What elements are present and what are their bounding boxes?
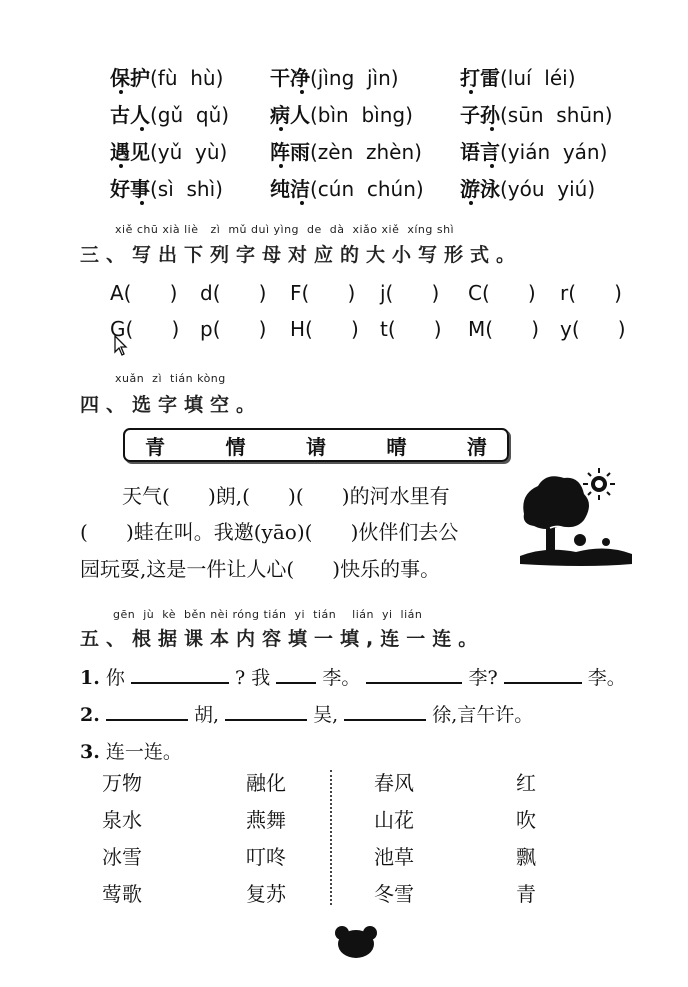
- section4-title: 四、选字填空。: [80, 394, 263, 416]
- polyphone-word: 子孙: [460, 103, 500, 127]
- q2-text: 胡,: [193, 704, 219, 726]
- word-choice-box: [123, 428, 509, 462]
- blank-line: [131, 681, 229, 684]
- polyphone-item: [460, 99, 613, 128]
- match-item[interactable]: 青: [516, 882, 536, 906]
- section5-title: 五、根据课本内容填一填,连一连。: [80, 628, 485, 650]
- letter-blank[interactable]: H( ): [290, 317, 359, 341]
- q3-label: 连一连。: [105, 741, 182, 763]
- ground-icon: [520, 534, 632, 566]
- q1-text: ? 我: [235, 667, 271, 689]
- match-item[interactable]: 红: [516, 771, 536, 795]
- match-column-1: [102, 765, 142, 913]
- match-item[interactable]: 飘: [516, 845, 536, 869]
- polyphone-word: 游泳: [460, 177, 500, 201]
- blank-line: [504, 681, 582, 684]
- polyphone-item: [110, 62, 223, 91]
- polyphone-item: [460, 136, 607, 165]
- match-item[interactable]: 万物: [102, 771, 142, 795]
- polyphone-item: [270, 136, 422, 165]
- section4-pinyin: xuǎn zì tián kòng: [115, 372, 226, 385]
- q2-number: 2.: [80, 704, 100, 726]
- match-item[interactable]: 融化: [246, 771, 286, 795]
- pinyin-options[interactable]: (cún chún): [310, 177, 424, 201]
- fill-line-3: 园玩耍,这是一件让人心( )快乐的事。: [80, 557, 441, 581]
- polyphone-word: 好事: [110, 177, 150, 201]
- letter-blank[interactable]: C( ): [468, 281, 536, 305]
- match-item[interactable]: 冬雪: [374, 882, 414, 906]
- match-item[interactable]: 山花: [374, 808, 414, 832]
- emphasis-dot-icon: [279, 127, 283, 131]
- choice-char: 请: [306, 434, 326, 459]
- section3-pinyin: xiě chū xià liè zì mǔ duì yìng de dà xiǎo xiě xíng shì: [115, 223, 455, 236]
- q1-text: 你: [105, 667, 125, 689]
- letter-blank[interactable]: r( ): [560, 281, 622, 305]
- polyphone-item: [270, 99, 413, 128]
- polyphone-item: [110, 136, 227, 165]
- letter-blank[interactable]: j( ): [380, 281, 440, 305]
- emphasis-dot-icon: [490, 127, 494, 131]
- match-item[interactable]: 燕舞: [246, 808, 286, 832]
- blank-line: [344, 718, 426, 721]
- q1-number: 1.: [80, 667, 100, 689]
- blank-line: [366, 681, 462, 684]
- bear-head-icon: [334, 925, 378, 959]
- emphasis-dot-icon: [279, 164, 283, 168]
- emphasis-dot-icon: [490, 164, 494, 168]
- pinyin-options[interactable]: (bìn bìng): [310, 103, 413, 127]
- emphasis-dot-icon: [469, 201, 473, 205]
- question-2: [80, 700, 533, 727]
- polyphone-item: [270, 62, 399, 91]
- pinyin-options[interactable]: (sūn shūn): [500, 103, 613, 127]
- match-item[interactable]: 叮咚: [246, 845, 286, 869]
- q2-text: 吴,: [313, 704, 339, 726]
- polyphone-word: 古人: [110, 103, 150, 127]
- letter-blank[interactable]: G( ): [110, 317, 180, 341]
- polyphone-word: 打雷: [460, 66, 500, 90]
- match-column-3: [374, 765, 414, 913]
- polyphone-item: [110, 173, 223, 202]
- choice-char: 情: [225, 434, 246, 459]
- match-item[interactable]: 莺歌: [102, 882, 142, 906]
- polyphone-item: [460, 173, 595, 202]
- tree-sun-illustration: [516, 464, 634, 576]
- blank-line: [225, 718, 307, 721]
- section5-pinyin: gēn jù kè běn nèi róng tián yi tián lián yi lián: [113, 608, 423, 621]
- emphasis-dot-icon: [300, 90, 304, 94]
- polyphone-word: 保护: [110, 66, 150, 90]
- pinyin-options[interactable]: (gǔ qǔ): [150, 103, 230, 127]
- letter-blank[interactable]: M( ): [468, 317, 540, 341]
- emphasis-dot-icon: [300, 201, 304, 205]
- sun-icon: [583, 468, 615, 500]
- polyphone-item: [110, 99, 229, 128]
- blank-line: [106, 718, 188, 721]
- polyphone-item: [460, 62, 576, 91]
- letter-blank[interactable]: p( ): [200, 317, 267, 341]
- fill-line-1: 天气( )朗,( )( )的河水里有: [122, 484, 450, 508]
- letter-blank[interactable]: F( ): [290, 281, 356, 305]
- polyphone-word: 干净: [270, 66, 310, 90]
- pinyin-options[interactable]: (zèn zhèn): [310, 140, 422, 164]
- letter-blank[interactable]: A( ): [110, 281, 178, 305]
- polyphone-word: 阵雨: [270, 140, 310, 164]
- q1-text: 李。: [322, 667, 361, 689]
- question-1: [80, 663, 626, 690]
- emphasis-dot-icon: [469, 90, 473, 94]
- emphasis-dot-icon: [119, 90, 123, 94]
- match-item[interactable]: 复苏: [246, 882, 286, 906]
- pinyin-options[interactable]: (yián yán): [500, 140, 608, 164]
- column-divider: [330, 770, 332, 905]
- match-item[interactable]: 泉水: [102, 808, 142, 832]
- mouse-cursor-icon: [114, 335, 128, 357]
- polyphone-word: 纯洁: [270, 177, 310, 201]
- match-column-4: [516, 765, 536, 913]
- polyphone-word: 遇见: [110, 140, 150, 164]
- q3-number: 3.: [80, 741, 100, 763]
- choice-char: 晴: [386, 434, 407, 459]
- pinyin-options[interactable]: (yóu yiú): [500, 177, 596, 201]
- letter-blank[interactable]: t( ): [380, 317, 442, 341]
- match-item[interactable]: 池草: [374, 845, 414, 869]
- q1-text: 李?: [468, 667, 498, 689]
- pinyin-options[interactable]: (jìng jìn): [310, 66, 399, 90]
- choice-char: 清: [467, 434, 487, 459]
- letter-blank[interactable]: d( ): [200, 281, 267, 305]
- polyphone-word: 语言: [460, 140, 500, 164]
- pinyin-options[interactable]: (yǔ yù): [150, 140, 228, 164]
- fill-line-2: ( )蛙在叫。我邀(yāo)( )伙伴们去公: [80, 520, 459, 544]
- match-column-2: [246, 765, 286, 913]
- question-3: [80, 737, 182, 764]
- polyphone-word: 病人: [270, 103, 310, 127]
- blank-line: [276, 681, 316, 684]
- letter-blank[interactable]: y( ): [560, 317, 626, 341]
- choice-char: 青: [145, 434, 165, 459]
- emphasis-dot-icon: [119, 164, 123, 168]
- emphasis-dot-icon: [140, 201, 144, 205]
- q1-text: 李。: [587, 667, 626, 689]
- match-item[interactable]: 春风: [374, 771, 414, 795]
- match-item[interactable]: 吹: [516, 808, 536, 832]
- match-item[interactable]: 冰雪: [102, 845, 142, 869]
- q2-text: 徐,言午许。: [432, 704, 534, 726]
- pinyin-options[interactable]: (luí léi): [500, 66, 576, 90]
- pinyin-options[interactable]: (sì shì): [150, 177, 223, 201]
- emphasis-dot-icon: [140, 127, 144, 131]
- pinyin-options[interactable]: (fù hù): [150, 66, 224, 90]
- polyphone-item: [270, 173, 424, 202]
- section3-title: 三、写出下列字母对应的大小写形式。: [80, 244, 523, 266]
